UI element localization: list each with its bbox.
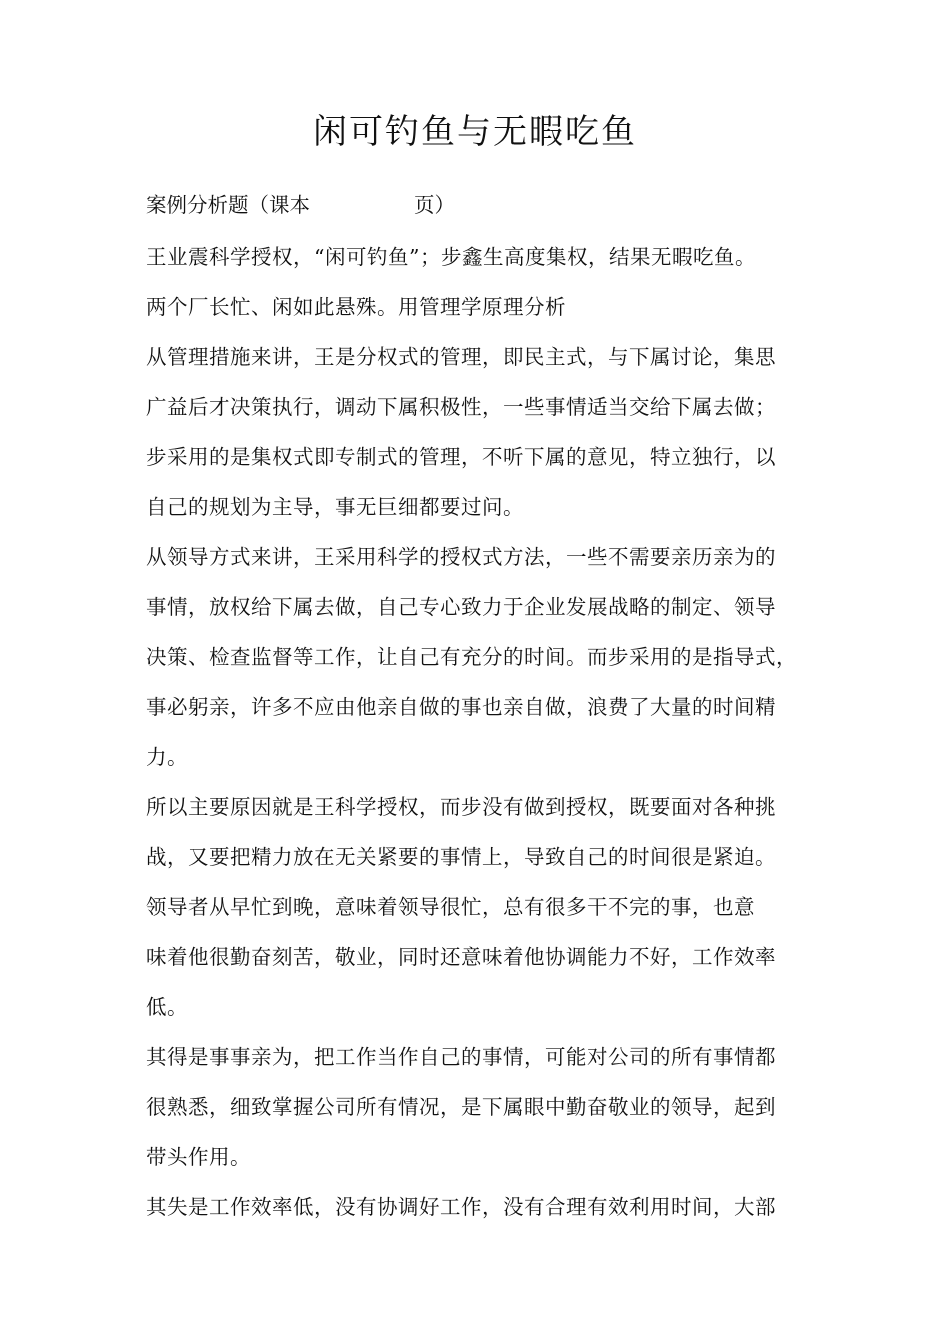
text-line: 味着他很勤奋刻苦，敬业，同时还意味着他协调能力不好，工作效率 xyxy=(146,945,776,969)
text-line: 从领导方式来讲，王采用科学的授权式方法，一些不需要亲历亲为的 xyxy=(146,545,776,569)
text-line: 其得是事事亲为，把工作当作自己的事情，可能对公司的所有事情都 xyxy=(146,1045,776,1069)
text-line: 自己的规划为主导，事无巨细都要过问。 xyxy=(146,495,524,519)
text-line: 事必躬亲，许多不应由他亲自做的事也亲自做，浪费了大量的时间精 xyxy=(146,695,776,719)
text-line: 事情，放权给下属去做，自己专心致力于企业发展战略的制定、领导 xyxy=(146,595,776,619)
text-line: 两个厂长忙、闲如此悬殊。用管理学原理分析 xyxy=(146,295,566,319)
text-line: 步采用的是集权式即专制式的管理，不听下属的意见，特立独行，以 xyxy=(146,445,776,469)
text-line: 带头作用。 xyxy=(146,1145,251,1169)
question-heading-prefix: 案例分析题（课本 xyxy=(146,193,310,217)
question-heading-suffix: 页） xyxy=(414,193,455,217)
text-line: 王业震科学授权，“闲可钓鱼”；步鑫生高度集权，结果无暇吃鱼。 xyxy=(146,245,756,269)
text-line: 很熟悉，细致掌握公司所有情况，是下属眼中勤奋敬业的领导，起到 xyxy=(146,1095,776,1119)
text-line: 从管理措施来讲，王是分权式的管理，即民主式，与下属讨论，集思 xyxy=(146,345,776,369)
text-line: 其失是工作效率低，没有协调好工作，没有合理有效利用时间，大部 xyxy=(146,1195,776,1219)
text-line: 低。 xyxy=(146,995,188,1019)
text-line: 广益后才决策执行，调动下属积极性，一些事情适当交给下属去做； xyxy=(146,395,776,419)
text-line: 力。 xyxy=(146,745,188,769)
text-line: 所以主要原因就是王科学授权，而步没有做到授权，既要面对各种挑 xyxy=(146,795,776,819)
text-line: 领导者从早忙到晚，意味着领导很忙，总有很多干不完的事，也意 xyxy=(146,895,755,919)
text-line: 战，又要把精力放在无关紧要的事情上，导致自己的时间很是紧迫。 xyxy=(146,845,776,869)
text-line: 决策、检查监督等工作，让自己有充分的时间。而步采用的是指导式， xyxy=(146,645,797,669)
document-title: 闲可钓鱼与无暇吃鱼 xyxy=(313,112,637,152)
question-heading xyxy=(146,190,455,220)
